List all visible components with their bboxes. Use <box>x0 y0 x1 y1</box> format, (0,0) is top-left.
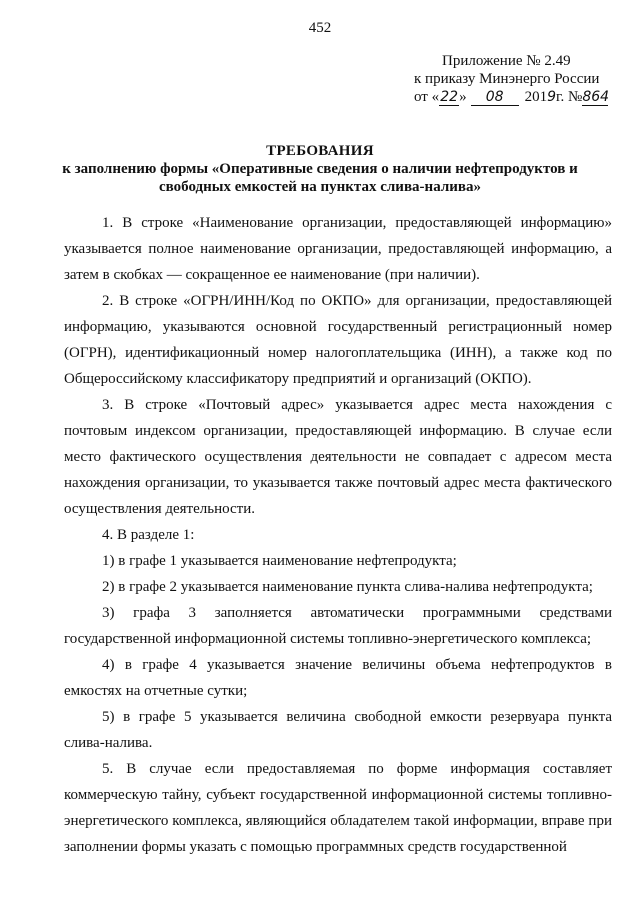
appendix-reference <box>414 52 614 106</box>
handwritten-order-number: 864 <box>582 89 610 105</box>
title-line-3: свободных емкостей на пунктах слива-налива» <box>159 179 481 195</box>
paragraph-4-item-3: 3) графа 3 заполняется автоматически программными средствами государственной информационной системы топливно-энергетического комплекса; <box>64 605 612 647</box>
appendix-date-line <box>414 88 614 106</box>
date-quote-close: » <box>459 89 467 105</box>
handwritten-day: 22 <box>440 89 459 105</box>
page-number: 452 <box>308 20 332 36</box>
paragraph-4-item-2: 2) в графе 2 указывается наименование пункта слива-налива нефтепродукта; <box>102 579 593 595</box>
year-suffix-number-label: г. № <box>556 89 583 105</box>
paragraph-4-item-4: 4) в графе 4 указывается значение величины объема нефтепродуктов в емкостях на отчетные сутки; <box>64 657 612 699</box>
title-line-2: к заполнению формы «Оперативные сведения о наличии нефтепродуктов и <box>62 161 578 177</box>
paragraph-4-item-1: 1) в графе 1 указывается наименование нефтепродукта; <box>102 553 457 569</box>
document-body <box>64 210 612 860</box>
appendix-number: Приложение № 2.49 <box>442 53 571 69</box>
date-from-label: от « <box>414 89 440 105</box>
paragraph-4-item-5: 5) в графе 5 указывается величина свободной емкости резервуара пункта слива-налива. <box>64 709 612 751</box>
paragraph-2: 2. В строке «ОГРН/ИНН/Код по ОКПО» для организации, предоставляющей информацию, указываются основной государственный регистрационный номер (ОГРН), идентификационный номер налогоплательщика (ИНН), а также код по Общероссийскому классификатору предприятий и организаций (ОКПО). <box>64 293 612 387</box>
appendix-order-ref: к приказу Минэнерго России <box>414 71 600 87</box>
paragraph-5: 5. В случае если предоставляемая по форме информация составляет коммерческую тайну, субъект государственной информационной системы топливно-энергетического комплекса, являющийся обладателем такой информации, вправе при заполнении формы указать с помощью программных средств государственной <box>64 761 612 855</box>
year-prefix: 201 <box>524 89 548 105</box>
paragraph-3: 3. В строке «Почтовый адрес» указывается адрес места нахождения с почтовым индексом организации, предоставляющей информацию. В случае если место фактического осуществления деятельности не совпадает с адресом места нахождения организации, то указывается также почтовый адрес места фактического осуществления деятельности. <box>64 397 612 517</box>
document-title <box>0 142 640 196</box>
handwritten-month: 08 <box>471 90 519 106</box>
handwritten-year-digit: 9 <box>547 89 557 105</box>
title-heading: ТРЕБОВАНИЯ <box>266 143 374 159</box>
paragraph-4: 4. В разделе 1: <box>102 527 195 543</box>
paragraph-1: 1. В строке «Наименование организации, предоставляющей информацию» указывается полное наименование организации, предоставляющей информацию, а затем в скобках — сокращенное ее наименование (при наличии). <box>64 215 612 283</box>
